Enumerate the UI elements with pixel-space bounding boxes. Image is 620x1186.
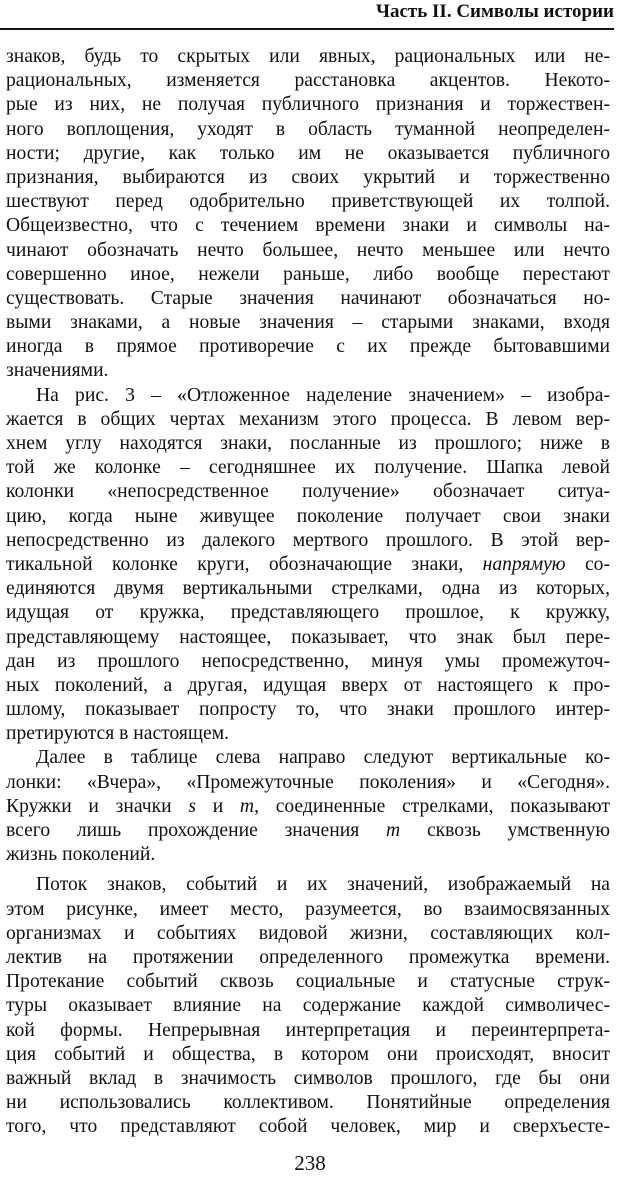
text-line: претируются в настоящем. <box>6 723 230 745</box>
running-title: Часть II. Символы истории <box>376 1 614 22</box>
text-line: лонки: «Вчера», «Промежуточные поколения» и «Сегодня». <box>6 771 610 793</box>
text-line: этом рисунке, имеет место, разумеется, во взаимосвязанных <box>6 898 610 920</box>
text-line: единяются двумя вертикальными стрелками, одна из которых, <box>6 578 610 600</box>
text-line: хнем углу находятся знаки, посланные из прошлого; ниже в <box>6 433 610 454</box>
text-line: организмах и событиях видовой жизни, составляющих кол- <box>6 922 610 944</box>
text-segment: всего лишь прохождение значения <box>6 820 387 841</box>
text-line: того, что представляют собой человек, мир и сверхъесте- <box>6 1116 610 1138</box>
text-line: представляющему настоящее, показывает, что знак был пере- <box>6 626 610 648</box>
text-line: существовать. Старые значения начинают обозначаться но- <box>6 287 610 309</box>
text-line: той же колонке – сегодняшнее их получение. Шапка левой <box>6 457 610 479</box>
text-line: цию, когда ныне живущее поколение получает свои знаки <box>6 505 610 527</box>
text-line: рациональных, изменяется расстановка акцентов. Некото- <box>6 70 610 92</box>
page-number: 238 <box>294 1151 326 1175</box>
text-segment: со- <box>565 553 610 575</box>
text-line: шлому, показывает попросту то, что знаки прошлого интер- <box>6 699 610 721</box>
text-line: Поток знаков, событий и их значений, изображаемый на <box>36 874 610 896</box>
text-line <box>6 553 610 577</box>
text-line: важный вклад в значимость символов прошлого, где бы они <box>6 1067 610 1089</box>
text-line: колонки «непосредственное получение» обозначает ситуа- <box>6 481 610 503</box>
text-line: ни использовались коллективом. Понятийные определения <box>6 1092 610 1114</box>
symbol-s: s <box>188 795 196 817</box>
symbol-m: m <box>386 820 401 841</box>
body-text <box>6 45 610 1139</box>
text-line: рые из них, не получая публичного признания и торжествен- <box>6 94 610 116</box>
paragraph <box>6 873 610 1139</box>
text-segment: сквозь умственную <box>400 820 610 841</box>
text-line: чинают обозначать нечто большее, нечто меньшее или нечто <box>6 239 610 261</box>
text-line: туры оказывает влияние на содержание каждой символичес- <box>6 995 610 1017</box>
text-line: жизнь поколений. <box>6 844 156 866</box>
text-line: значениями. <box>6 360 109 382</box>
italic-word: напрямую <box>482 553 566 575</box>
text-segment: , соединенные стрелками, показывают <box>254 795 610 817</box>
text-line: Далее в таблице слева направо следуют вертикальные ко- <box>36 747 610 769</box>
text-line: шествуют перед одобрительно приветствующей их толпой. <box>6 191 610 213</box>
text-line: непосредственно из далекого мертвого прошлого. В этой вер- <box>6 529 610 551</box>
text-segment: Кружки и значки <box>6 795 189 817</box>
text-line: совершенно иное, нежели раньше, либо вообще перестают <box>6 263 610 285</box>
text-line: знаков, будь то скрытых или явных, рациональных или не- <box>6 46 610 67</box>
text-line: Протекание событий сквозь социальные и статусные струк- <box>6 971 610 993</box>
paragraph <box>6 746 610 867</box>
text-line <box>6 795 610 819</box>
text-line: ных поколений, а другая, идущая вверх от настоящего к про- <box>6 674 610 696</box>
text-line: лектив на протяжении определенного промежутка времени. <box>6 946 610 968</box>
text-segment: тикальной колонке круги, обозначающие знаки, <box>6 553 483 575</box>
text-line: ного воплощения, уходят в область туманной неопределен- <box>6 118 610 140</box>
text-line: ности; другие, как только им не оказывается публичного <box>6 142 610 164</box>
running-head <box>0 0 614 30</box>
text-line: Общеизвестно, что с течением времени знаки и символы на- <box>6 215 610 237</box>
text-line: дан из прошлого непосредственно, минуя умы промежуточ- <box>6 650 610 672</box>
text-segment: и <box>195 795 240 817</box>
symbol-m: m <box>239 795 255 817</box>
paragraph <box>6 45 610 384</box>
text-line: кой формы. Непрерывная интерпретация и переинтерпрета- <box>6 1019 610 1041</box>
text-line: идущая от кружка, представляющего прошлое, к кружку, <box>6 602 610 624</box>
paragraph <box>6 384 610 747</box>
text-line <box>6 819 610 843</box>
text-line: На рис. 3 – «Отложенное наделение значением» – изобра- <box>36 384 610 406</box>
text-line: выми знаками, а новые значения – старыми знаками, входя <box>6 312 610 334</box>
text-line: ция событий и общества, в котором они происходят, вносит <box>6 1043 610 1065</box>
text-line: иногда в прямое противоречие с их прежде бытовавшими <box>6 336 610 358</box>
text-line: жается в общих чертах механизм этого процесса. В левом вер- <box>6 408 610 430</box>
text-line: признания, выбираются из своих укрытий и торжественно <box>6 166 610 188</box>
